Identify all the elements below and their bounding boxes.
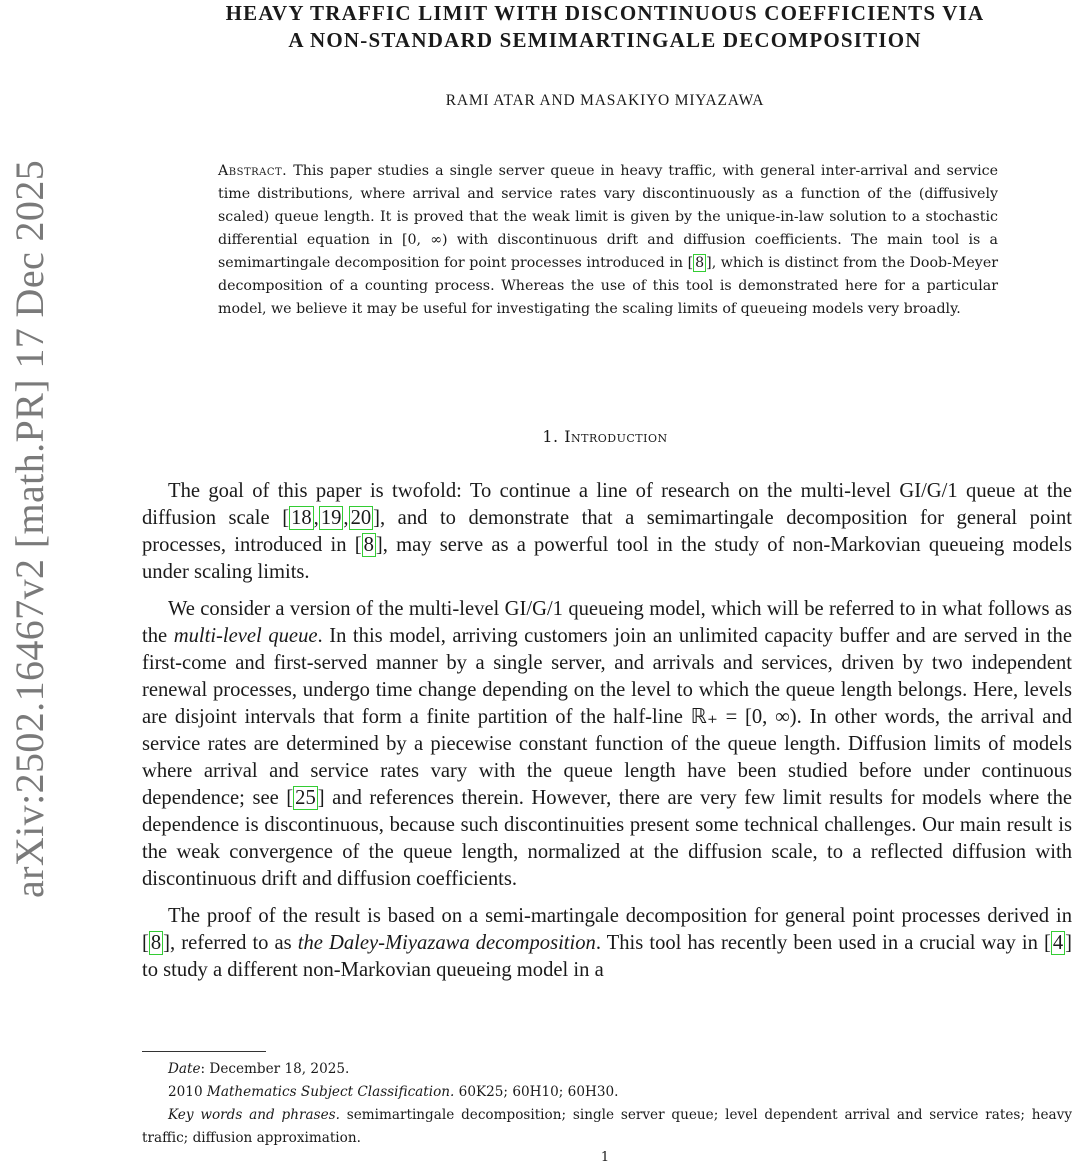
authors: RAMI ATAR AND MASAKIYO MIYAZAWA [445, 92, 765, 109]
citation-link[interactable]: 18 [291, 507, 312, 529]
text: The goal of this paper is twofold: To continue a line of research on the multi-level GI/G/1 queue at the diffusion scale [ [142, 480, 1072, 529]
citation-link[interactable]: 4 [1052, 932, 1064, 954]
emphasis: the Daley-Miyazawa decomposition [297, 932, 596, 954]
footnote-label: Key words and phrases. [168, 1107, 340, 1123]
abstract-text-continued: , which is distinct from the Doob-Meyer decomposition of a counting process. Whereas the use of this tool is demonstrated here for a particular model, we believe it may be useful for investigating the scaling limits of queueing models very broadly. [218, 255, 998, 317]
text: ] and references therein. However, there are very few limit results for models where the dependence is discontinuous, because such discontinuities present some technical challenges. Our main result is the weak convergence of the queue length, normalized at the diffusion scale, to a reflected diffusion with discontinuous drift and diffusion coefficients. [142, 787, 1073, 890]
title-line-1: HEAVY TRAFFIC LIMIT WITH DISCONTINUOUS COEFFICIENTS VIA [225, 1, 985, 25]
text: ], referred to as [163, 932, 298, 954]
footnote-label: Date [168, 1061, 201, 1077]
citation-link[interactable]: 8 [150, 932, 162, 954]
paragraph [142, 596, 1072, 893]
text: . In this model, arriving customers join an unlimited capacity buffer and are served in the first-come and first-served manner by a single server, and arrivals and services, driven by two independent renewal processes, undergo time change depending on the level to which the queue length belongs. Here, levels are disjoint intervals that form a finite partition of the half-line ℝ₊ = [0, ∞). In other words, the arrival and service rates are determined by a piecewise constant function of the queue length. Diffusion limits of models where arrival and service rates vary with the queue length have been studied before under continuous dependence; see [ [142, 625, 1072, 809]
footnote-rule [142, 1051, 266, 1052]
section-heading: 1. Introduction [542, 427, 668, 446]
footnote-keywords [142, 1104, 1072, 1150]
citation-link[interactable]: 20 [350, 507, 372, 529]
text: ], and to demonstrate that a semimartingale decomposition for general point processes, introduced in [ [142, 507, 1072, 556]
footnote-value: : December 18, 2025. [200, 1061, 350, 1077]
abstract-label: Abstract. [218, 163, 288, 179]
text: , [343, 507, 349, 529]
citation-link[interactable]: 19 [320, 507, 342, 529]
text: ], may serve as a powerful tool in the study of non-Markovian queueing models under scaling limits. [142, 534, 1073, 583]
footnote-value: 60K25; 60H10; 60H30. [454, 1084, 619, 1100]
arxiv-stamp: arXiv:2502.16467v2 [math.PR] 17 Dec 2025 [7, 159, 52, 898]
abstract: Abstract. This paper studies a single server queue in heavy traffic, with general inter-arrival and service time distributions, where arrival and service rates vary discontinuously as a function of the (diffusively scaled) queue length. It is proved that the weak limit is given by the unique-in-law solution to a stochastic differential equation in [0, ∞) with discontinuous drift and diffusion coefficients. The main tool is a semimartingale decomposition for point processes introduced in [ 8 ], which is distinct from the Doob-Meyer decomposition of a counting process. Whereas the use of this tool is demonstrated here for a particular model, we believe it may be useful for investigating the scaling limits of queueing models very broadly. [218, 163, 998, 317]
text: We consider a version of the multi-level GI/G/1 queueing model, which will be referred to in what follows as the [142, 598, 1072, 647]
citation-link[interactable]: 8 [363, 534, 374, 556]
abstract-text: This paper studies a single server queue in heavy traffic, with general inter-arrival and service time distributions, where arrival and service rates vary discontinuously as a function of the (diffusively scaled) queue length. It is proved that the weak limit is given by the unique-in-law solution to a stochastic differential equation in [0, ∞) with discontinuous drift and diffusion coefficients. The main tool is a semimartingale decomposition for point processes introduced in [218, 163, 998, 271]
paper-title [140, 0, 1070, 54]
title-line-2: A NON-STANDARD SEMIMARTINGALE DECOMPOSITION [288, 28, 922, 52]
page-number: 1 [600, 1150, 610, 1165]
text: . This tool has recently been used in a crucial way in [ [595, 932, 1051, 954]
footnote-label-em: Mathematics Subject Classification. [206, 1084, 455, 1100]
footnote-value: semimartingale decomposition; single server queue; level dependent arrival and service rates; heavy traffic; diffusion approximation. [142, 1107, 1072, 1146]
paragraph [142, 903, 1072, 984]
paragraph [142, 478, 1072, 586]
footnote-date [142, 1058, 1072, 1081]
body-text [142, 478, 1072, 994]
emphasis: multi-level queue [173, 625, 318, 647]
text: The proof of the result is based on a semi-martingale decomposition for general point processes derived in [ [142, 905, 1072, 954]
footnote-msc [142, 1081, 1072, 1104]
footnote-label: 2010 [168, 1084, 207, 1100]
citation-link[interactable]: 8 [695, 255, 705, 271]
citation-link[interactable]: 25 [295, 787, 316, 809]
footnotes [142, 1058, 1072, 1150]
text: ] to study a different non-Markovian queueing model in a [142, 932, 1072, 981]
text: , [313, 507, 319, 529]
